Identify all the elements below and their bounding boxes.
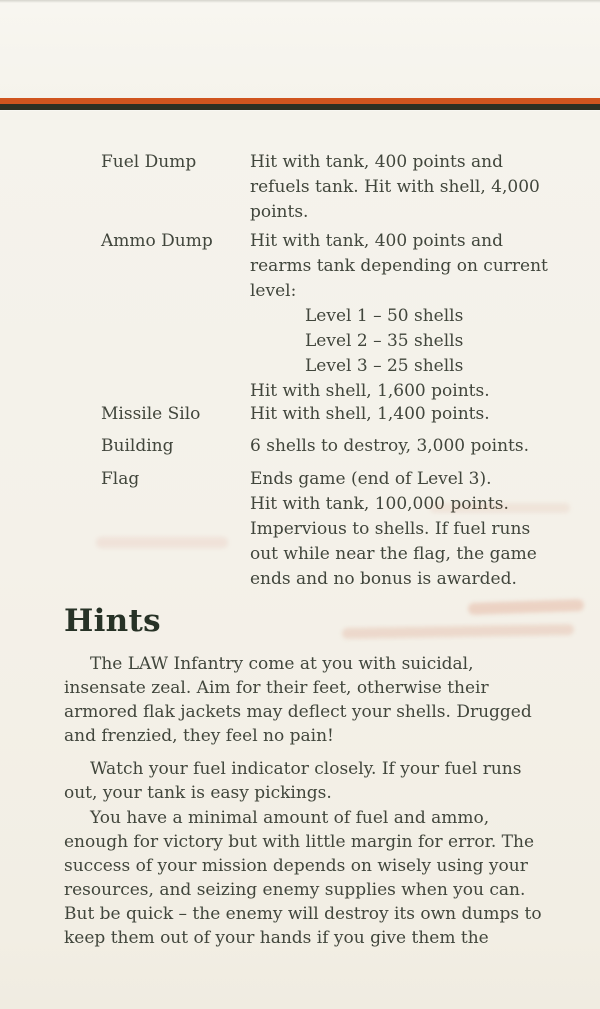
desc-line: Hit with tank, 100,000 points. <box>250 494 509 514</box>
desc-line: out while near the flag, the game <box>250 544 537 564</box>
paragraph-line: enough for victory but with little margin for error. The <box>64 832 534 852</box>
desc-line: rearms tank depending on current <box>250 256 548 276</box>
desc-line: 6 shells to destroy, 3,000 points. <box>250 436 529 456</box>
desc-line: Hit with shell, 1,600 points. <box>250 381 490 401</box>
stripe-dark-band <box>0 104 600 110</box>
scan-showthrough-artifact <box>96 537 228 548</box>
hints-heading: Hints <box>64 603 161 639</box>
table-item-desc <box>250 150 540 225</box>
table-item-label: Flag <box>101 469 140 489</box>
level-line: Level 2 – 35 shells <box>305 331 464 351</box>
paragraph-line: insensate zeal. Aim for their feet, otherwise their <box>64 678 489 698</box>
table-item-desc <box>250 467 537 592</box>
scan-showthrough-artifact <box>468 599 584 615</box>
table-item-desc <box>250 434 529 459</box>
table-item-label: Ammo Dump <box>101 231 213 251</box>
divider-stripe <box>0 98 600 110</box>
paragraph-line: resources, and seizing enemy supplies when you can. <box>64 880 526 900</box>
scan-top-edge <box>0 0 600 3</box>
table-item-desc <box>250 229 548 404</box>
scan-showthrough-artifact <box>342 624 574 639</box>
table-item-label: Fuel Dump <box>101 152 197 172</box>
desc-line: level: <box>250 281 297 301</box>
paragraph-line: and frenzied, they feel no pain! <box>64 726 334 746</box>
desc-line: Hit with tank, 400 points and <box>250 231 503 251</box>
paragraph-line: keep them out of your hands if you give them the <box>64 928 489 948</box>
level-line: Level 1 – 50 shells <box>305 306 464 326</box>
hints-paragraph <box>64 806 542 950</box>
desc-line: Hit with shell, 1,400 points. <box>250 404 490 424</box>
shell-level-list <box>250 304 548 379</box>
paragraph-line: out, your tank is easy pickings. <box>64 783 332 803</box>
paragraph-line: Watch your fuel indicator closely. If your fuel runs <box>90 759 522 779</box>
desc-line: Ends game (end of Level 3). <box>250 469 492 489</box>
level-line: Level 3 – 25 shells <box>305 356 464 376</box>
hints-paragraph <box>64 652 532 748</box>
desc-line: Hit with tank, 400 points and <box>250 152 503 172</box>
desc-line: ends and no bonus is awarded. <box>250 569 517 589</box>
paragraph-line: You have a minimal amount of fuel and ammo, <box>90 808 490 828</box>
desc-line: refuels tank. Hit with shell, 4,000 <box>250 177 540 197</box>
table-item-label: Missile Silo <box>101 404 201 424</box>
paragraph-line: success of your mission depends on wisely using your <box>64 856 528 876</box>
paragraph-line: The LAW Infantry come at you with suicidal, <box>90 654 474 674</box>
paragraph-line: armored flak jackets may deflect your shells. Drugged <box>64 702 532 722</box>
paragraph-line: But be quick – the enemy will destroy its own dumps to <box>64 904 542 924</box>
table-item-desc <box>250 402 490 427</box>
table-item-label: Building <box>101 436 174 456</box>
hints-paragraph <box>64 757 521 805</box>
desc-line: points. <box>250 202 309 222</box>
desc-line: Impervious to shells. If fuel runs <box>250 519 531 539</box>
